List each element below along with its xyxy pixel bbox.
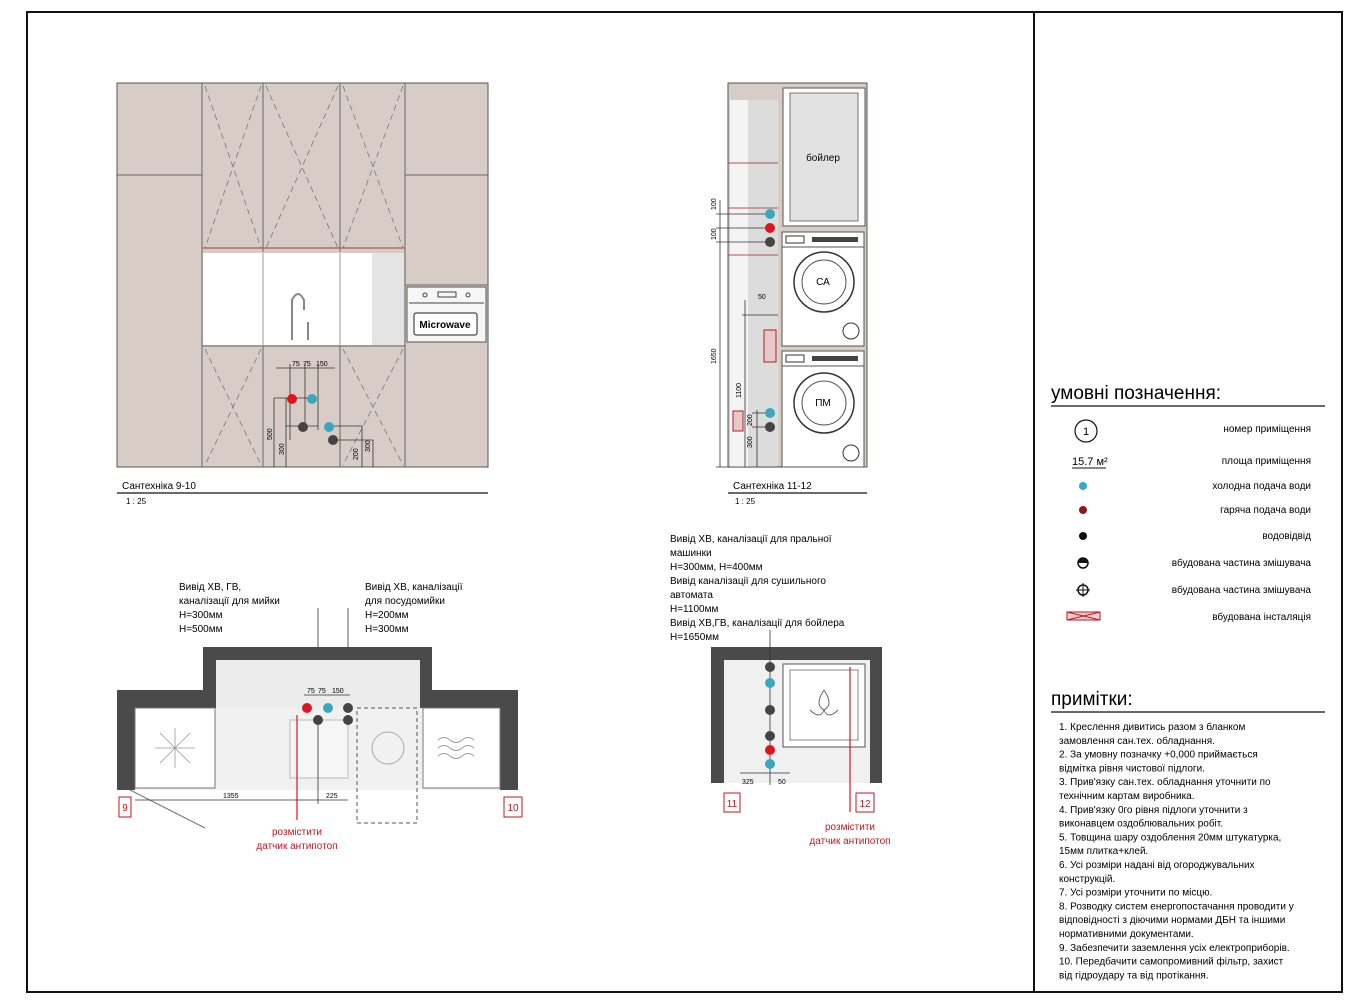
cold-water-point	[324, 422, 334, 432]
sensor-note: датчик антипотоп	[256, 841, 338, 852]
note-line: Вивід ХВ, каналізації	[365, 582, 463, 593]
note-line: 10. Передбачити самопромивний фільтр, захист	[1059, 956, 1284, 968]
cold-water-point	[307, 394, 317, 404]
svg-text:H=300мм	[365, 624, 409, 635]
dim-label: 200	[747, 414, 754, 426]
elevation-left-title: Сантехніка 9-10	[122, 481, 196, 492]
legend-label: номер приміщення	[1223, 424, 1311, 435]
mixer-half-icon	[1078, 558, 1088, 568]
notes	[1051, 689, 1325, 981]
note-line: H=1100мм	[670, 604, 719, 615]
note-line: 5. Товщина шару оздоблення 20мм штукатурка,	[1059, 832, 1282, 844]
dim-label: 1650	[711, 348, 718, 364]
mixer-full-icon	[1076, 583, 1090, 597]
svg-text:Вивід ХВ, каналізації	[365, 582, 463, 593]
legend-label: холодна подача води	[1212, 481, 1311, 492]
note-line: відмітка рівня чистової підлоги.	[1059, 763, 1205, 775]
dim-label: 50	[758, 294, 766, 301]
installation-icon	[1067, 612, 1100, 620]
drain-point	[765, 731, 775, 741]
dim-label: 225	[326, 793, 338, 800]
hot-water-icon	[1079, 506, 1087, 514]
legend-symbol: 1	[1082, 426, 1090, 438]
drain-point	[765, 705, 775, 715]
legend	[1051, 383, 1325, 623]
dim-label: 100	[711, 228, 718, 240]
note-line: 15мм плитка+клей.	[1059, 846, 1149, 858]
svg-text:H=300мм	[179, 610, 223, 621]
note-line: 6. Усі розміри надані від огороджувальних	[1059, 860, 1255, 871]
room-number-12: 12	[859, 799, 871, 810]
elevation-right-title: Сантехніка 11-12	[733, 481, 812, 492]
legend-label: вбудована частина змішувача	[1171, 558, 1311, 569]
dim-label: 325	[742, 779, 754, 786]
note-line: 7. Усі розміри уточнити по місцю.	[1059, 887, 1213, 899]
note-line: 3. Прив'язку сан.тех. обладнання уточнити по	[1059, 777, 1271, 789]
note-line: H=500мм	[179, 624, 223, 635]
note-line: конструкцій.	[1059, 873, 1116, 885]
legend-label: гаряча подача води	[1220, 505, 1311, 516]
plan-left	[117, 582, 522, 852]
dim-label: 75	[303, 361, 311, 368]
drain-point	[328, 435, 338, 445]
room-number-11: 11	[726, 799, 738, 810]
note-line: 9. Забезпечити заземлення усіх електроприборів.	[1059, 942, 1290, 954]
cold-water-point	[765, 209, 775, 219]
drain-point	[343, 715, 353, 725]
dim-label: 300	[747, 436, 754, 448]
note-line: H=300мм	[365, 624, 409, 635]
hot-water-point	[287, 394, 297, 404]
elevation-left-scale: 1 : 25	[126, 497, 147, 506]
drain-point	[343, 703, 353, 713]
note-line: H=200мм	[365, 610, 409, 621]
cold-water-point	[323, 703, 333, 713]
note-line: 4. Прив'язку 0го рівня підлоги уточнити з	[1059, 804, 1248, 816]
note-line: автомата	[670, 590, 713, 601]
legend-label: площа приміщення	[1221, 456, 1311, 467]
note-line: H=300мм, H=400мм	[670, 562, 763, 573]
note-line: 8. Розводку систем енергопостачання проводити у	[1059, 901, 1294, 913]
dim-label: 50	[778, 779, 786, 786]
elevation-right-scale: 1 : 25	[735, 497, 756, 506]
note-line: виконавцем оздоблювальних робіт.	[1059, 818, 1224, 830]
note-line: каналізації для мийки	[179, 596, 280, 607]
cold-water-point	[765, 759, 775, 769]
note-line: 1. Креслення дивитись разом з бланком	[1059, 722, 1246, 733]
note-line: Вивід ХВ, каналізації для пральної	[670, 534, 832, 545]
svg-text:каналізації для мийки	[179, 596, 280, 607]
note-line: 2. За умовну позначку +0,000 приймається	[1059, 749, 1258, 761]
dryer-label: СА	[816, 277, 830, 288]
notes-title: примітки:	[1051, 689, 1133, 710]
legend-title: умовні позначення:	[1051, 383, 1222, 404]
svg-text:для посудомийки	[365, 596, 445, 607]
drain-point	[298, 422, 308, 432]
room-number-10: 10	[507, 803, 519, 814]
note-line: відповідності з діючими нормами ДБН та іншими	[1059, 915, 1286, 927]
cold-water-icon	[1079, 482, 1087, 490]
hot-water-point	[765, 223, 775, 233]
dim-label: 75	[307, 688, 315, 695]
dim-label: 75	[318, 688, 326, 695]
legend-label: вбудована частина змішувача	[1171, 585, 1311, 596]
note-line: H=1650мм	[670, 632, 720, 643]
svg-text:Вивід ХВ, ГВ,	[179, 582, 241, 593]
dim-label: 200	[353, 448, 360, 460]
note-line: від гідроудару та від протікання.	[1059, 970, 1209, 982]
dim-label: 500	[267, 428, 274, 440]
dim-label: 300	[365, 440, 372, 452]
drain-point	[313, 715, 323, 725]
plan-right	[670, 534, 891, 847]
note-line: Вивід ХВ,ГВ, каналізації для бойлера	[670, 618, 845, 629]
washer-label: ПМ	[815, 398, 831, 409]
dim-label: 75	[292, 361, 300, 368]
drain-point	[765, 422, 775, 432]
note-line: H=300мм	[179, 610, 223, 621]
note-line: машинки	[670, 548, 712, 559]
hot-water-point	[765, 745, 775, 755]
sensor-note: розмістити	[271, 827, 323, 838]
note-line: Вивід ХВ, ГВ,	[179, 582, 242, 593]
legend-label: вбудована інсталяція	[1212, 612, 1311, 623]
dim-label: 150	[332, 688, 344, 695]
washer-plan	[783, 664, 865, 747]
note-line: нормативними документами.	[1059, 929, 1194, 940]
drain-icon	[1079, 532, 1087, 540]
note-line: для посудомийки	[365, 596, 445, 607]
room-number-9: 9	[122, 803, 128, 814]
hot-water-point	[302, 703, 312, 713]
area-icon: 15.7 м²	[1072, 456, 1108, 468]
note-line: технічним картам виробника.	[1059, 791, 1195, 802]
dim-label: 150	[316, 361, 328, 368]
cold-water-point	[765, 678, 775, 688]
elevation-right	[711, 83, 867, 506]
svg-text:H=200мм	[365, 610, 409, 621]
sensor-note: датчик антипотоп	[809, 836, 891, 847]
dim-label: 1100	[736, 382, 743, 398]
microwave-label: Microwave	[419, 320, 471, 331]
sensor-note: розмістити	[824, 822, 876, 833]
drain-point	[765, 237, 775, 247]
drain-point	[765, 662, 775, 672]
note-line: Вивід каналізації для сушильного	[670, 576, 826, 587]
svg-text:H=500мм	[179, 624, 223, 635]
legend-label: водовідвід	[1262, 531, 1311, 542]
cold-water-point	[765, 408, 775, 418]
dim-label: 100	[711, 198, 718, 210]
dim-label: 1355	[223, 793, 239, 800]
elevation-left	[117, 83, 488, 506]
boiler-label: бойлер	[806, 153, 840, 164]
note-line: замовлення сан.тех. обладнання.	[1059, 735, 1215, 747]
dim-label: 300	[279, 443, 286, 455]
